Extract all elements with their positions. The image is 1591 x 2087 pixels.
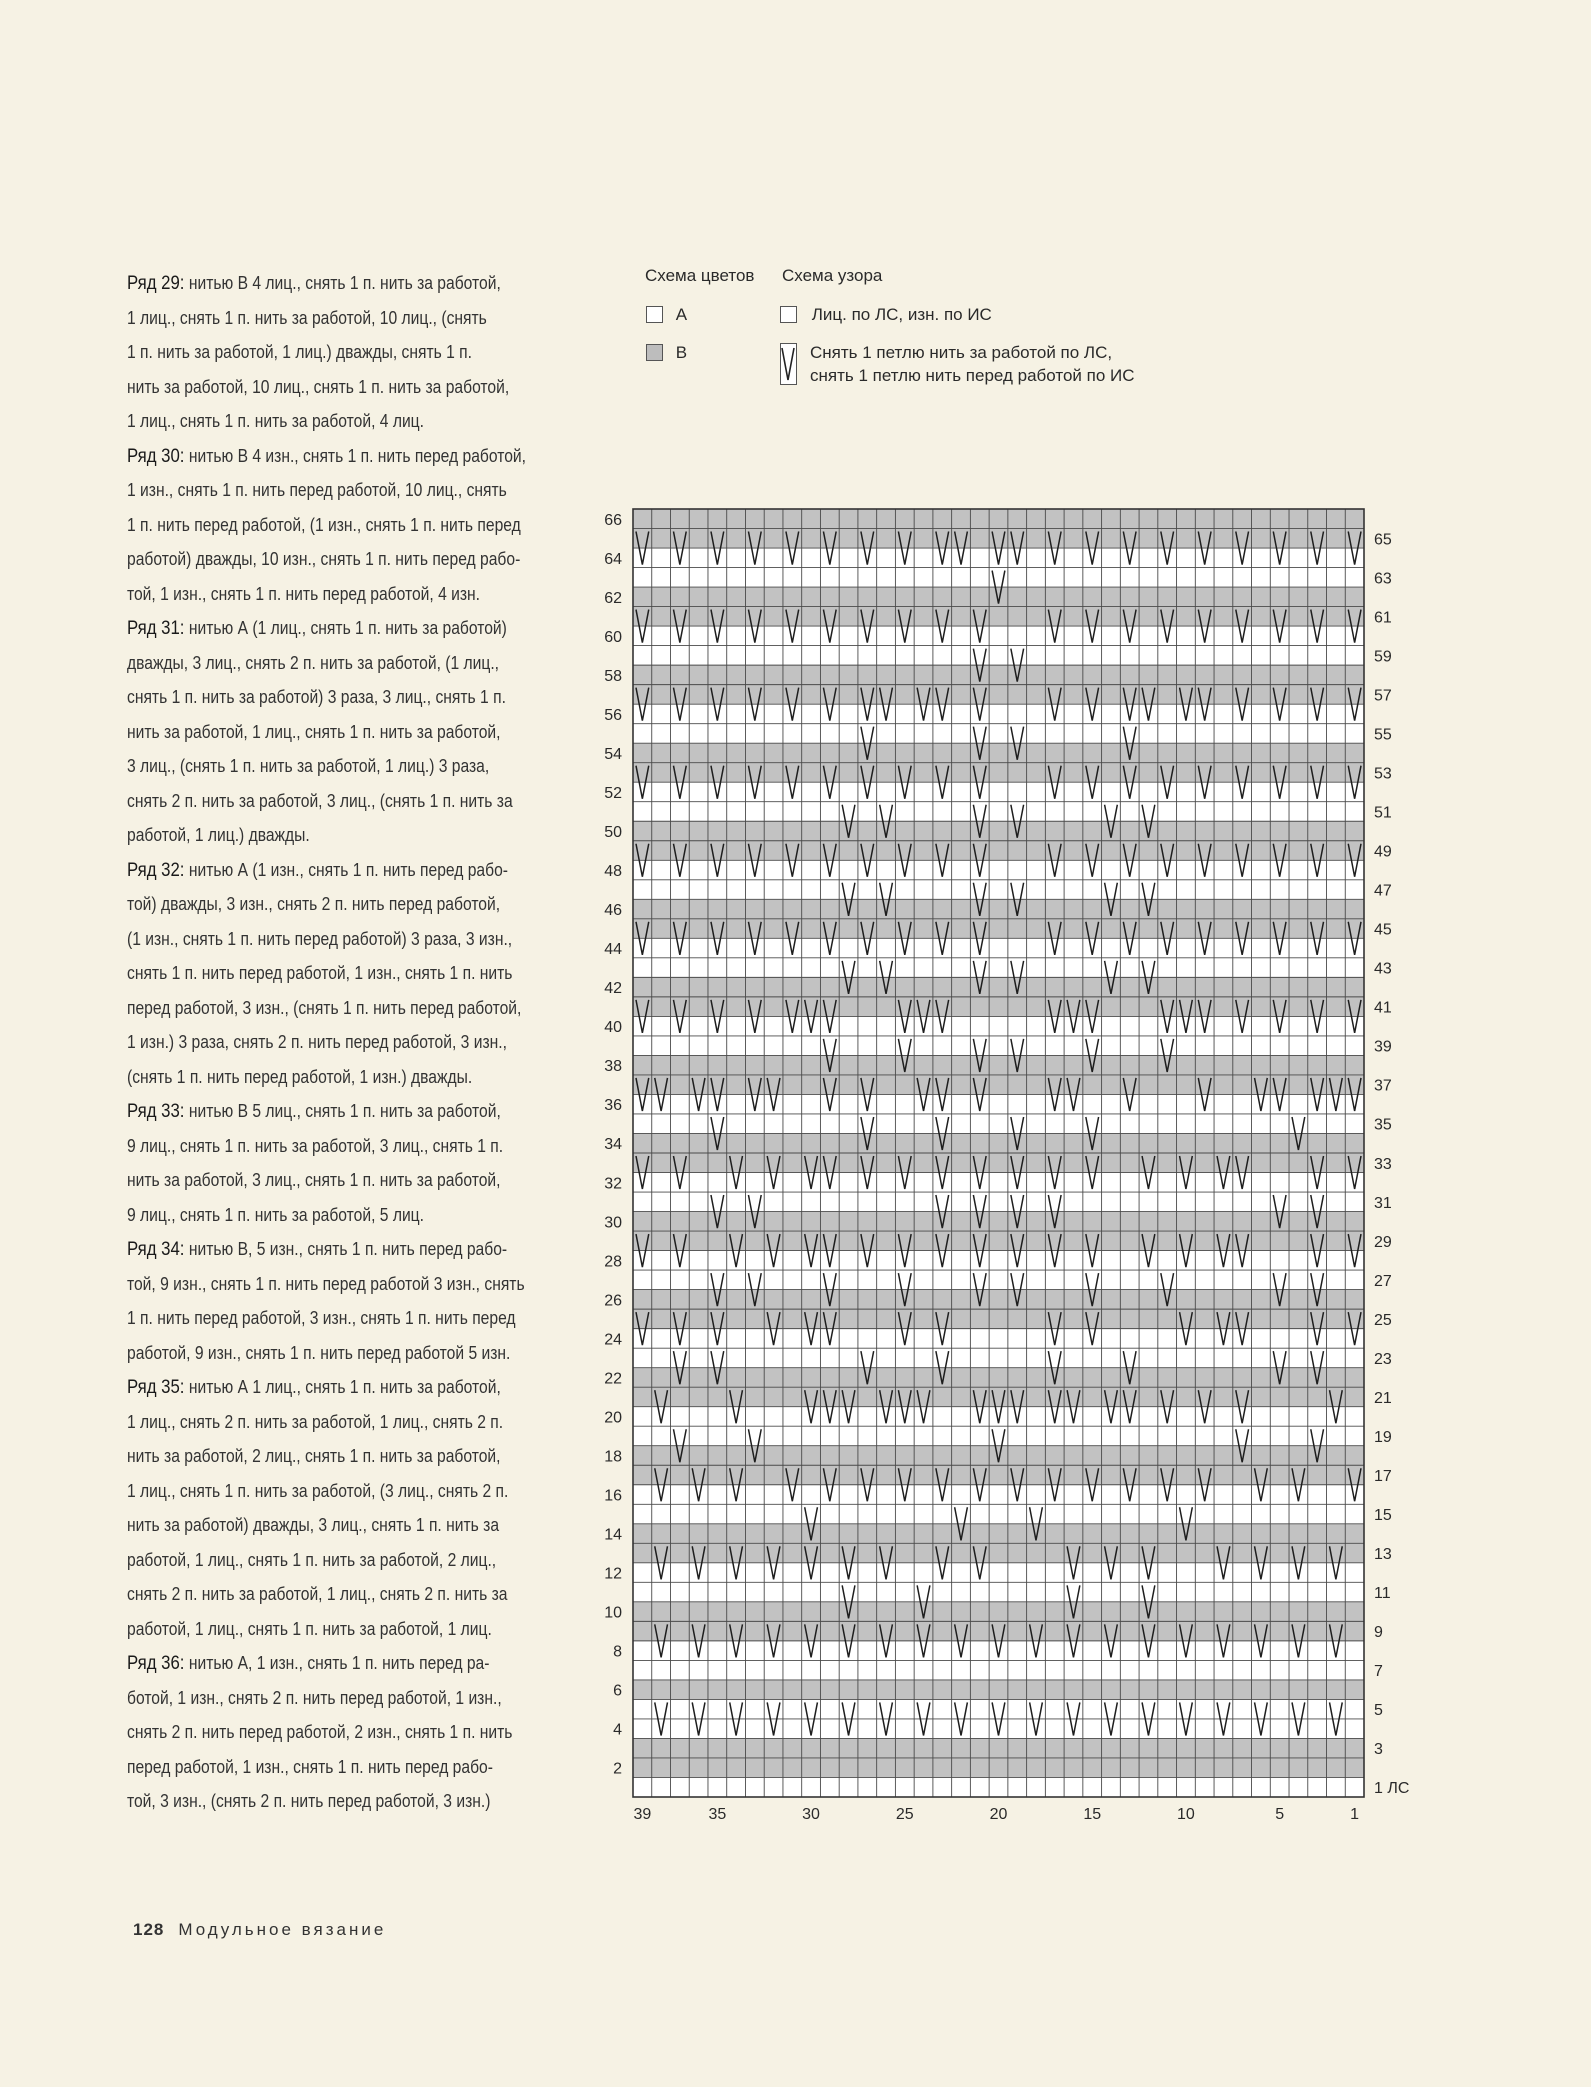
color-b-label: B — [675, 343, 688, 362]
chart-row — [633, 685, 1364, 705]
row-number-left: 20 — [604, 1409, 622, 1427]
chart-row — [633, 1231, 1364, 1251]
instruction-text: нить за работой, 10 лиц., снять 1 п. нить за работой, — [127, 376, 510, 397]
chart-row — [633, 1485, 1364, 1505]
row-number-left: 60 — [604, 628, 622, 646]
chart-row — [633, 724, 1364, 744]
chart-row — [633, 1270, 1364, 1290]
row-number-left: 28 — [604, 1253, 622, 1271]
instruction-text: (1 изн., снять 1 п. нить перед работой) 3 раза, 3 изн., — [127, 928, 513, 949]
stitch-number: 1 — [1350, 1806, 1360, 1823]
row-number-left: 26 — [604, 1292, 622, 1310]
row-number-left: 44 — [604, 941, 622, 959]
chart-row — [633, 743, 1364, 763]
row-number-left: 16 — [604, 1487, 622, 1505]
chart-row — [633, 763, 1364, 783]
chart-row — [633, 958, 1364, 978]
instruction-text: 1 лиц., снять 1 п. нить за работой, (3 лиц., снять 2 п. — [127, 1480, 509, 1501]
chart-row — [633, 1563, 1364, 1583]
row-number-right: 35 — [1374, 1116, 1392, 1134]
chart-row — [633, 1290, 1364, 1310]
stitch-number: 5 — [1275, 1806, 1285, 1823]
instruction-text: снять 1 п. нить за работой) 3 раза, 3 лиц., снять 1 п. — [127, 687, 506, 707]
row-label: Ряд 29: — [127, 272, 185, 294]
chart-row — [633, 1212, 1364, 1232]
chart-row — [633, 919, 1364, 939]
instruction-text: нить за работой, 2 лиц., снять 1 п. нить за работой, — [127, 1446, 501, 1466]
instruction-text: снять 1 п. нить перед работой, 1 изн., снять 1 п. нить — [127, 963, 513, 983]
instruction-text: работой, 1 лиц., снять 1 п. нить за работой, 1 лиц. — [127, 1618, 492, 1639]
chart-row — [633, 1680, 1364, 1700]
row-number-right: 9 — [1374, 1624, 1383, 1642]
row-number-right: 19 — [1374, 1428, 1392, 1446]
instruction-text: нить за работой) дважды, 3 лиц., снять 1 п. нить за — [127, 1515, 500, 1535]
row-number-right: 59 — [1374, 648, 1392, 666]
chart-row — [633, 1426, 1364, 1446]
instruction-text: той, 1 изн., снять 1 п. нить перед работой, 4 изн. — [127, 583, 481, 604]
chart-row — [633, 938, 1364, 958]
row-number-right: 23 — [1374, 1350, 1392, 1368]
chart-row — [633, 1368, 1364, 1388]
chart-row — [633, 509, 1364, 529]
instruction-text: 1 п. нить перед работой, 3 изн., снять 1 п. нить перед — [127, 1308, 516, 1328]
instruction-text: 3 лиц., (снять 1 п. нить за работой, 1 лиц.) 3 раза, — [127, 756, 490, 776]
stitch-number: 25 — [895, 1806, 914, 1823]
row-number-right: 63 — [1374, 570, 1392, 588]
row-number-right: 31 — [1374, 1194, 1392, 1212]
row-number-left: 12 — [604, 1565, 622, 1583]
chart-row — [633, 1660, 1364, 1680]
stitch-number: 10 — [1177, 1806, 1195, 1823]
chart-row — [633, 1387, 1364, 1407]
chart-row — [633, 1309, 1364, 1329]
chart-row — [633, 1329, 1364, 1349]
chart-row — [633, 997, 1364, 1017]
row-number-right: 41 — [1374, 999, 1392, 1017]
chart-row — [633, 977, 1364, 997]
instruction-text: нитью В 4 лиц., снять 1 п. нить за работой, — [184, 273, 501, 293]
page-number: 128 — [133, 1920, 165, 1939]
instruction-text: нитью В 5 лиц., снять 1 п. нить за работой, — [184, 1101, 501, 1121]
row-number-right: 57 — [1374, 687, 1392, 705]
stitch-number: 35 — [708, 1806, 727, 1823]
stitch-number: 15 — [1083, 1806, 1102, 1823]
row-number-right: 29 — [1374, 1233, 1392, 1251]
row-number-right: 55 — [1374, 726, 1392, 744]
instruction-text: той) дважды, 3 изн., снять 2 п. нить перед работой, — [127, 894, 501, 914]
chart-row — [633, 782, 1364, 802]
row-number-right: 49 — [1374, 843, 1392, 861]
row-number-left: 30 — [604, 1214, 622, 1232]
row-number-left: 18 — [604, 1448, 622, 1466]
instruction-text: снять 2 п. нить за работой, 3 лиц., (снять 1 п. нить за — [127, 790, 513, 811]
chart-row — [633, 821, 1364, 841]
color-scheme-title: Схема цветов — [645, 266, 755, 285]
row-number-right: 7 — [1374, 1663, 1383, 1681]
instruction-text: нитью В 4 изн., снять 1 п. нить перед работой, — [184, 445, 526, 466]
row-number-left: 64 — [604, 550, 622, 568]
chart-row — [633, 1075, 1364, 1095]
chart-row — [633, 626, 1364, 646]
row-number-right: 25 — [1374, 1311, 1392, 1329]
instruction-text: 1 лиц., снять 1 п. нить за работой, 10 лиц., (снять — [127, 307, 487, 328]
row-number-right: 45 — [1374, 921, 1392, 939]
chart-row — [633, 841, 1364, 861]
instruction-text: нитью А (1 лиц., снять 1 п. нить за работой) — [184, 618, 507, 638]
instruction-text: работой, 1 лиц.) дважды. — [127, 825, 310, 845]
chart-row — [633, 568, 1364, 588]
row-number-left: 8 — [613, 1643, 622, 1661]
chart-row — [633, 1094, 1364, 1114]
row-number-left: 56 — [604, 706, 622, 724]
row-number-left: 46 — [604, 902, 622, 920]
instruction-text: работой, 9 изн., снять 1 п. нить перед работой 5 изн. — [127, 1342, 511, 1363]
chart-row — [633, 880, 1364, 900]
row-number-right: 61 — [1374, 609, 1392, 627]
row-number-right: 33 — [1374, 1155, 1392, 1173]
chart-row — [633, 1465, 1364, 1485]
chart-row — [633, 860, 1364, 880]
row-number-left: 32 — [604, 1175, 622, 1193]
stitch-number: 20 — [989, 1806, 1008, 1823]
instruction-text: нитью А, 1 изн., снять 1 п. нить перед ра- — [184, 1653, 490, 1673]
chart-row — [633, 1777, 1364, 1797]
row-number-left: 62 — [604, 589, 622, 607]
chart-row — [633, 607, 1364, 627]
chart-row — [633, 1582, 1364, 1602]
row-number-left: 40 — [604, 1019, 622, 1037]
row-number-left: 52 — [604, 784, 622, 802]
row-number-right: 51 — [1374, 804, 1392, 822]
row-number-left: 2 — [613, 1760, 622, 1778]
instruction-text: 1 изн.) 3 раза, снять 2 п. нить перед работой, 3 изн., — [127, 1032, 507, 1052]
instruction-text: ботой, 1 изн., снять 2 п. нить перед работой, 1 изн., — [127, 1687, 502, 1708]
book-title: Модульное вязание — [178, 1920, 387, 1939]
instruction-text: 9 лиц., снять 1 п. нить за работой, 5 лиц. — [127, 1204, 424, 1225]
row-number-left: 34 — [604, 1136, 622, 1154]
row-number-left: 48 — [604, 863, 622, 881]
row-number-right: 27 — [1374, 1272, 1392, 1290]
instruction-text: перед работой, 3 изн., (снять 1 п. нить перед работой, — [127, 997, 522, 1018]
instruction-text: той, 3 изн., (снять 2 п. нить перед работой, 3 изн.) — [127, 1791, 491, 1811]
row-label: Ряд 32: — [127, 858, 185, 881]
chart-row — [633, 1153, 1364, 1173]
chart-row — [633, 1699, 1364, 1719]
row-label: Ряд 34: — [127, 1238, 185, 1260]
row-number-left: 14 — [604, 1526, 622, 1544]
row-number-left: 50 — [604, 824, 622, 841]
row-number-right: 21 — [1374, 1389, 1392, 1407]
chart-row — [633, 1114, 1364, 1134]
instruction-text: работой, 1 лиц., снять 1 п. нить за работой, 2 лиц., — [127, 1549, 497, 1570]
row-number-right: 3 — [1374, 1741, 1383, 1759]
instruction-text: (снять 1 п. нить перед работой, 1 изн.) дважды. — [127, 1066, 473, 1087]
instruction-text: снять 2 п. нить за работой, 1 лиц., снять 2 п. нить за — [127, 1584, 508, 1604]
row-number-left: 54 — [604, 745, 622, 763]
row-number-right: 53 — [1374, 765, 1392, 783]
row-number-left: 42 — [604, 980, 622, 998]
chart-row — [633, 1133, 1364, 1153]
instruction-text: 1 изн., снять 1 п. нить перед работой, 10 лиц., снять — [127, 480, 507, 500]
instruction-text: 1 лиц., снять 2 п. нить за работой, 1 лиц., снять 2 п. — [127, 1411, 504, 1432]
row-number-left: 66 — [604, 511, 622, 529]
instruction-text: нитью А (1 изн., снять 1 п. нить перед рабо- — [184, 859, 508, 880]
row-number-left: 36 — [604, 1097, 622, 1115]
chart-row — [633, 1602, 1364, 1622]
row-number-right: 15 — [1374, 1507, 1392, 1525]
chart-row — [633, 1543, 1364, 1563]
row-number-right: 1 ЛС — [1374, 1780, 1410, 1798]
chart-row — [633, 665, 1364, 685]
instruction-text: перед работой, 1 изн., снять 1 п. нить перед рабо- — [127, 1756, 493, 1777]
instruction-text: работой) дважды, 10 изн., снять 1 п. нить перед рабо- — [127, 549, 521, 569]
pattern-scheme-title: Схема узора — [782, 266, 883, 285]
color-a-label: A — [675, 305, 688, 324]
row-number-right: 39 — [1374, 1038, 1392, 1056]
instruction-text: 1 лиц., снять 1 п. нить за работой, 4 лиц. — [127, 411, 424, 431]
row-label: Ряд 30: — [127, 444, 185, 467]
stitch-number: 39 — [633, 1806, 652, 1823]
row-number-left: 38 — [604, 1058, 622, 1076]
chart-row — [633, 529, 1364, 549]
instruction-text: 1 п. нить перед работой, (1 изн., снять 1 п. нить перед — [127, 514, 521, 535]
chart-row — [633, 1192, 1364, 1212]
stitch-number: 30 — [802, 1806, 820, 1823]
slip-text-line-1: Снять 1 петлю нить за работой по ЛС, — [810, 343, 1113, 362]
row-number-left: 6 — [613, 1682, 622, 1700]
chart-row — [633, 1524, 1364, 1544]
row-number-right: 47 — [1374, 882, 1392, 900]
knit-symbol-text: Лиц. по ЛС, изн. по ИС — [811, 305, 992, 324]
row-label: Ряд 36: — [127, 1652, 185, 1674]
instruction-text: нитью А 1 лиц., снять 1 п. нить за работой, — [184, 1377, 501, 1397]
instruction-text: 9 лиц., снять 1 п. нить за работой, 3 лиц., снять 1 п. — [127, 1135, 504, 1156]
row-label: Ряд 33: — [127, 1100, 185, 1122]
chart-row — [633, 1016, 1364, 1036]
row-number-left: 4 — [613, 1721, 622, 1739]
chart-row — [633, 1055, 1364, 1075]
chart-row — [633, 1173, 1364, 1193]
row-number-left: 58 — [604, 667, 622, 685]
instruction-text: дважды, 3 лиц., снять 2 п. нить за работой, (1 лиц., — [127, 652, 500, 673]
instruction-text: нить за работой, 3 лиц., снять 1 п. нить за работой, — [127, 1170, 501, 1190]
page-footer — [133, 1920, 386, 1940]
row-number-right: 17 — [1374, 1468, 1392, 1485]
chart-row — [633, 646, 1364, 666]
chart-row — [633, 1738, 1364, 1758]
instruction-text: 1 п. нить за работой, 1 лиц.) дважды, снять 1 п. — [127, 342, 472, 362]
chart-row — [633, 899, 1364, 919]
row-number-right: 65 — [1374, 531, 1392, 549]
row-number-left: 22 — [604, 1370, 622, 1388]
chart-row — [633, 1758, 1364, 1778]
row-number-left: 10 — [604, 1604, 622, 1622]
row-label: Ряд 31: — [127, 617, 185, 639]
row-number-right: 11 — [1374, 1585, 1391, 1603]
chart-row — [633, 704, 1364, 724]
row-number-right: 43 — [1374, 960, 1392, 978]
chart-row — [633, 1348, 1364, 1368]
row-number-right: 13 — [1374, 1546, 1392, 1564]
instruction-text: нить за работой, 1 лиц., снять 1 п. нить за работой, — [127, 721, 501, 742]
chart-row — [633, 1621, 1364, 1641]
row-number-right: 5 — [1374, 1702, 1383, 1720]
row-label: Ряд 35: — [127, 1376, 185, 1398]
chart-row — [633, 1251, 1364, 1271]
row-number-left: 24 — [604, 1331, 622, 1349]
chart-row — [633, 1504, 1364, 1524]
row-number-right: 37 — [1374, 1077, 1392, 1095]
slip-text-line-2: снять 1 петлю нить перед работой по ИС — [810, 366, 1135, 385]
instruction-text: той, 9 изн., снять 1 п. нить перед работой 3 изн., снять — [127, 1273, 525, 1294]
instruction-text: нитью В, 5 изн., снять 1 п. нить перед рабо- — [184, 1239, 508, 1259]
chart-row — [633, 1036, 1364, 1056]
instruction-text: снять 2 п. нить перед работой, 2 изн., снять 1 п. нить — [127, 1722, 513, 1742]
chart-row — [633, 802, 1364, 822]
